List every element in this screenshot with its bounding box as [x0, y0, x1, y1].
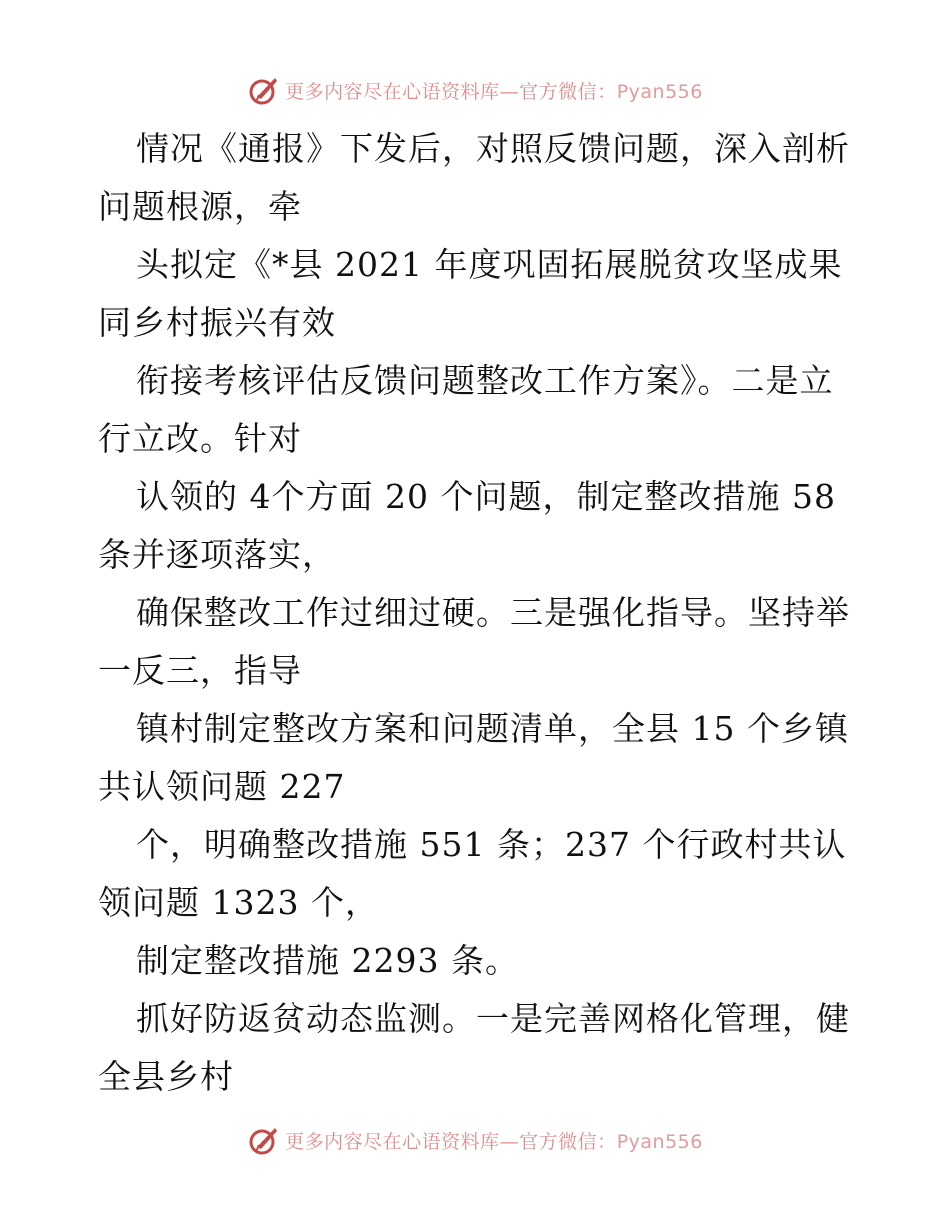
watermark-text: [285, 77, 703, 104]
text-line: 全县乡村: [98, 1057, 234, 1096]
footer-watermark: [0, 1120, 950, 1160]
watermark-main: 更多内容尽在心语资料库: [285, 80, 500, 103]
text-line: 镇村制定整改方案和问题清单，全县 15 个乡镇: [136, 709, 849, 748]
text-line: 共认领问题 227: [98, 767, 346, 806]
text-line: 个，明确整改措施 551 条；237 个行政村共认: [136, 825, 847, 864]
text-line: 同乡村振兴有效: [98, 303, 336, 342]
quill-logo-icon: [247, 73, 281, 107]
text-line: 情况《通报》下发后，对照反馈问题，深入剖析: [136, 129, 850, 168]
text-line: 衔接考核评估反馈问题整改工作方案》。二是立: [136, 361, 834, 400]
text-line: 头拟定《*县 2021 年度巩固拓展脱贫攻坚成果: [136, 245, 843, 284]
text-line: 确保整改工作过细过硬。三是强化指导。坚持举: [136, 593, 850, 632]
watermark-text: [285, 1127, 703, 1154]
watermark-dash: —: [499, 1130, 520, 1153]
document-body: [98, 120, 858, 1106]
text-line: 行立改。针对: [98, 419, 302, 458]
text-line: 问题根源，牵: [98, 187, 302, 226]
text-line: 领问题 1323 个，: [98, 883, 379, 922]
text-line: 条并逐项落实，: [98, 535, 336, 574]
watermark-main: 更多内容尽在心语资料库: [285, 1130, 500, 1153]
header-watermark: [0, 70, 950, 110]
text-line: 制定整改措施 2293 条。: [136, 941, 519, 980]
watermark-id: Pyan556: [616, 1130, 703, 1153]
watermark-sub: 官方微信：: [519, 1130, 617, 1153]
watermark-id: Pyan556: [616, 80, 703, 103]
text-line: 抓好防返贫动态监测。一是完善网格化管理，健: [136, 999, 850, 1038]
text-line: 认领的 4个方面 20 个问题，制定整改措施 58: [136, 477, 836, 516]
text-line: 一反三，指导: [98, 651, 302, 690]
watermark-dash: —: [499, 80, 520, 103]
watermark-sub: 官方微信：: [519, 80, 617, 103]
quill-logo-icon: [247, 1123, 281, 1157]
